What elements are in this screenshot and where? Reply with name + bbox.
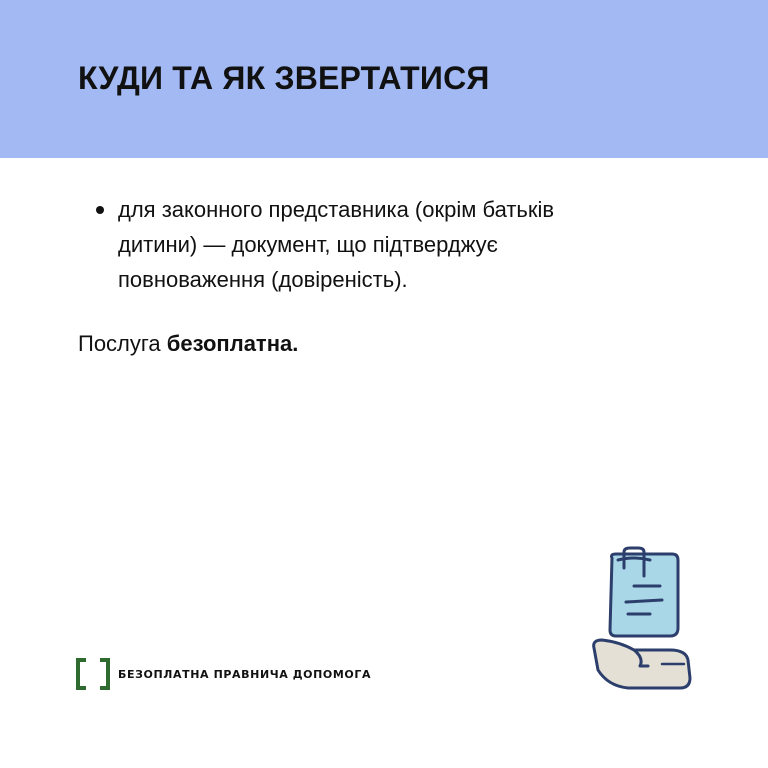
service-note [78, 326, 298, 361]
footer-logo [76, 658, 371, 690]
service-note-prefix: Послуга [78, 331, 167, 356]
bracket-logo-icon [76, 658, 110, 690]
bullet-list [96, 192, 696, 297]
org-name: БЕЗОПЛАТНА ПРАВНИЧА ДОПОМОГА [118, 667, 372, 681]
header-band [0, 0, 768, 158]
bullet-text-line: дитини) — документ, що підтверджує [118, 232, 498, 257]
list-item [96, 192, 696, 297]
hand-holding-document-icon [588, 546, 698, 694]
bullet-text-line: для законного представника (окрім батьків [118, 197, 555, 222]
service-note-emphasis: безоплатна. [166, 331, 299, 356]
bullet-text-line: повноваження (довіреність). [118, 267, 408, 292]
page-title: КУДИ ТА ЯК ЗВЕРТАТИСЯ [78, 60, 490, 96]
bullet-dot-icon [96, 206, 104, 214]
